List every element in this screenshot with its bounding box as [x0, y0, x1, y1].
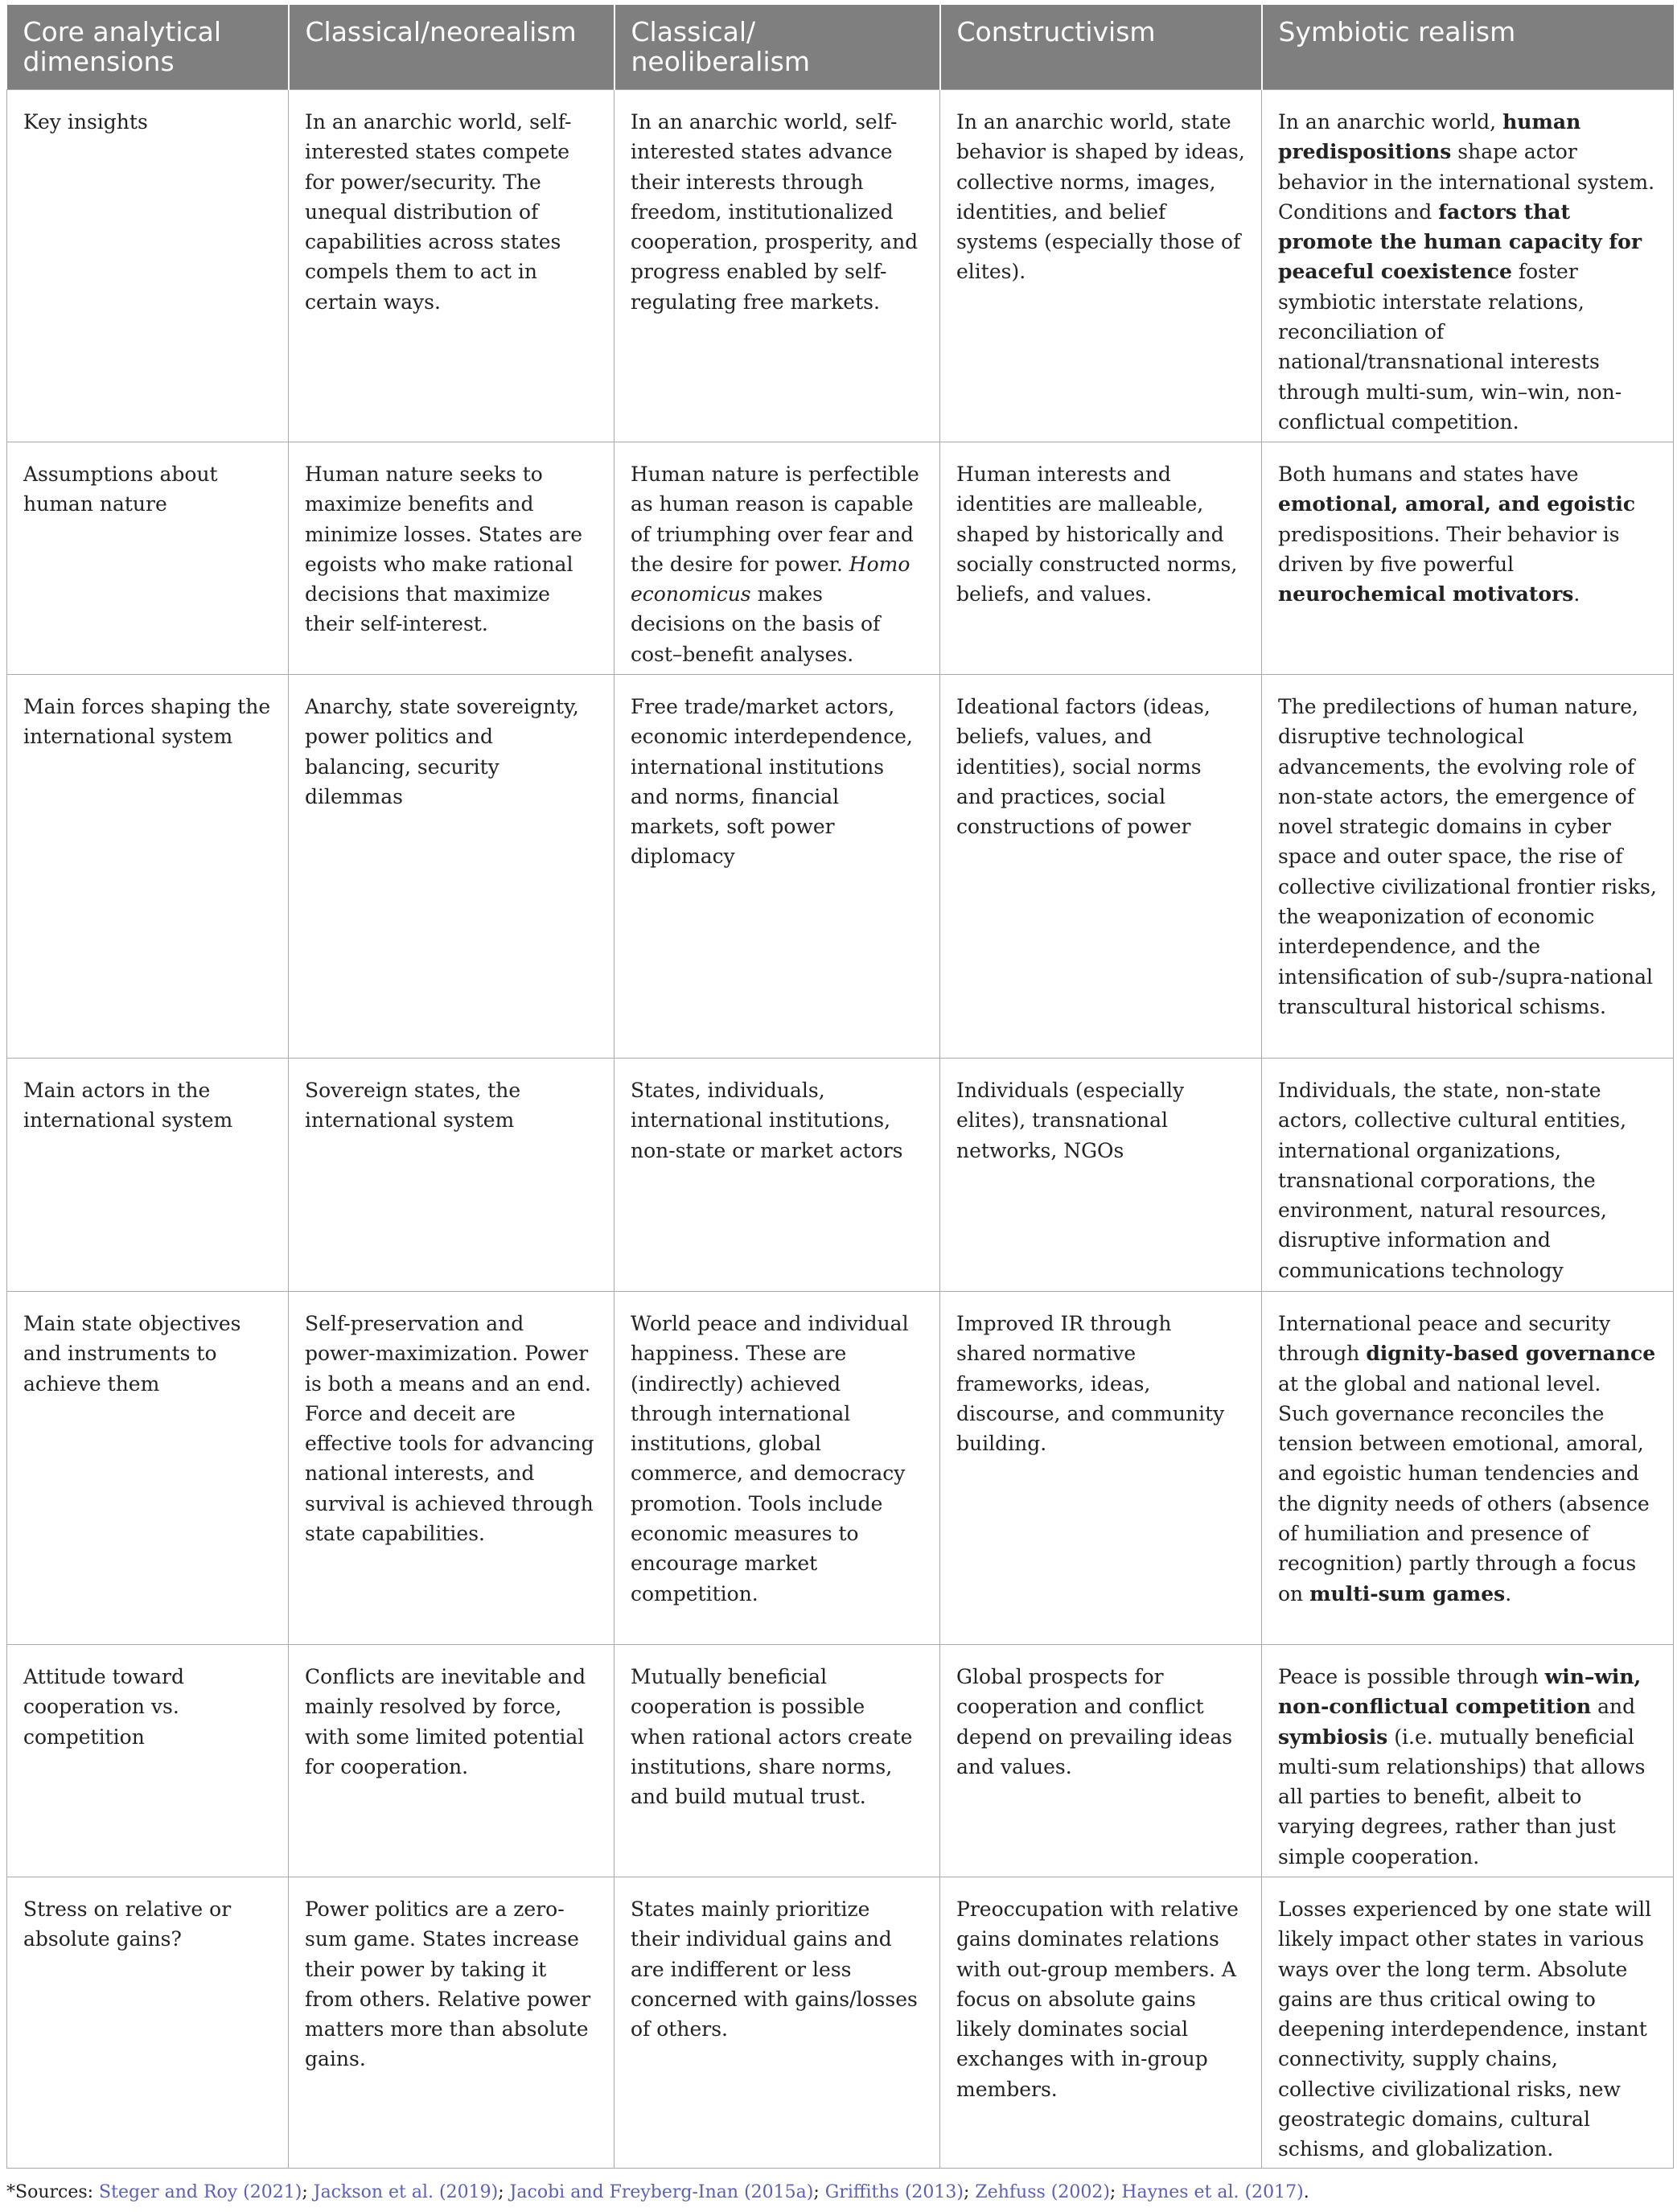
- cell-neorealism: Sovereign states, the international system: [289, 1059, 614, 1292]
- source-link[interactable]: Haynes et al. (2017): [1121, 2182, 1304, 2202]
- source-link[interactable]: Griffiths (2013): [824, 2182, 964, 2202]
- sources-footnote: *Sources: Steger and Roy (2021); Jackson et al. (2019); Jacobi and Freyberg-Inan (2015a); Griffiths (2013); Zehfuss (2002); Haynes et al. (2017).: [6, 2182, 1309, 2202]
- table-row: [7, 90, 1674, 442]
- source-link[interactable]: Steger and Roy (2021): [99, 2182, 302, 2202]
- cell-neorealism: Anarchy, state sovereignty, power politics and balancing, security dilemmas: [289, 675, 614, 1059]
- cell-constructivism: Global prospects for cooperation and conflict depend on prevailing ideas and values.: [940, 1645, 1262, 1877]
- cell-symbiotic: Both humans and states have emotional, amoral, and egoistic predispositions. Their behavior is driven by five powerful neurochemical motivators.: [1262, 442, 1674, 675]
- cell-neoliberalism: In an anarchic world, self-interested states advance their interests through freedom, institutionalized cooperation, prosperity, and progress enabled by self-regulating free markets.: [614, 90, 940, 442]
- cell-neoliberalism: States, individuals, international institutions, non-state or market actors: [614, 1059, 940, 1292]
- cell-neoliberalism: States mainly prioritize their individual gains and are indifferent or less concerned with gains/losses of others.: [614, 1877, 940, 2169]
- cell-neorealism: Human nature seeks to maximize benefits and minimize losses. States are egoists who make rational decisions that maximize their self-interest.: [289, 442, 614, 675]
- source-link[interactable]: Jackson et al. (2019): [313, 2182, 499, 2202]
- comparison-table-container: [6, 5, 1673, 2169]
- cell-constructivism: Individuals (especially elites), transnational networks, NGOs: [940, 1059, 1262, 1292]
- cell-dimension: Main actors in the international system: [7, 1059, 289, 1292]
- cell-symbiotic: Individuals, the state, non-state actors, collective cultural entities, international organizations, transnational corporations, the environment, natural resources, disruptive information and communications technology: [1262, 1059, 1674, 1292]
- cell-neoliberalism: Mutually beneficial cooperation is possible when rational actors create institutions, share norms, and build mutual trust.: [614, 1645, 940, 1877]
- table-row: [7, 1059, 1674, 1292]
- table-row: [7, 1645, 1674, 1877]
- header-dimensions: Core analytical dimensions: [7, 5, 289, 90]
- cell-symbiotic: Losses experienced by one state will likely impact other states in various ways over the long term. Absolute gains are thus critical owing to deepening interdependence, instant connectivity, supply chains, collective civilizational risks, new geostrategic domains, cultural schisms, and globalization.: [1262, 1877, 1674, 2169]
- cell-symbiotic: The predilections of human nature, disruptive technological advancements, the evolving role of non-state actors, the emergence of novel strategic domains in cyber space and outer space, the rise of collective civilizational frontier risks, the weaponization of economic interdependence, and the intensification of sub-/supra-national transcultural historical schisms.: [1262, 675, 1674, 1059]
- cell-constructivism: Preoccupation with relative gains dominates relations with out-group members. A focus on absolute gains likely dominates social exchanges with in-group members.: [940, 1877, 1262, 2169]
- table-row: [7, 675, 1674, 1059]
- footnote-prefix: *Sources:: [6, 2182, 100, 2202]
- cell-neorealism: Conflicts are inevitable and mainly resolved by force, with some limited potential for cooperation.: [289, 1645, 614, 1877]
- table-header-row: [7, 5, 1674, 90]
- header-constructivism: Constructivism: [940, 5, 1262, 90]
- cell-dimension: Key insights: [7, 90, 289, 442]
- cell-dimension: Assumptions about human nature: [7, 442, 289, 675]
- cell-dimension: Main state objectives and instruments to achieve them: [7, 1292, 289, 1645]
- header-neoliberalism: Classical/ neoliberalism: [614, 5, 940, 90]
- table-row: [7, 442, 1674, 675]
- cell-neorealism: Self-preservation and power-maximization. Power is both a means and an end. Force and deceit are effective tools for advancing national interests, and survival is achieved through state capabilities.: [289, 1292, 614, 1645]
- cell-dimension: Attitude toward cooperation vs. competition: [7, 1645, 289, 1877]
- cell-neorealism: In an anarchic world, self-interested states compete for power/security. The unequal distribution of capabilities across states compels them to act in certain ways.: [289, 90, 614, 442]
- cell-symbiotic: Peace is possible through win–win, non-conflictual competition and symbiosis (i.e. mutually beneficial multi-sum relationships) that allows all parties to benefit, albeit to varying degrees, rather than just simple cooperation.: [1262, 1645, 1674, 1877]
- header-symbiotic-realism: Symbiotic realism: [1262, 5, 1674, 90]
- cell-neoliberalism: Human nature is perfectible as human reason is capable of triumphing over fear and the desire for power. Homo economicus makes decisions on the basis of cost–benefit analyses.: [614, 442, 940, 675]
- cell-constructivism: Improved IR through shared normative frameworks, ideas, discourse, and community building.: [940, 1292, 1262, 1645]
- cell-symbiotic: International peace and security through dignity-based governance at the global and national level. Such governance reconciles the tension between emotional, amoral, and egoistic human tendencies and the dignity needs of others (absence of humiliation and presence of recognition) partly through a focus on multi-sum games.: [1262, 1292, 1674, 1645]
- cell-dimension: Main forces shaping the international system: [7, 675, 289, 1059]
- source-link[interactable]: Zehfuss (2002): [975, 2182, 1110, 2202]
- cell-dimension: Stress on relative or absolute gains?: [7, 1877, 289, 2169]
- table-row: [7, 1292, 1674, 1645]
- cell-neorealism: Power politics are a zero-sum game. States increase their power by taking it from others. Relative power matters more than absolute gains.: [289, 1877, 614, 2169]
- ir-theories-comparison-table: [6, 5, 1674, 2169]
- header-neorealism: Classical/neorealism: [289, 5, 614, 90]
- cell-symbiotic: In an anarchic world, human predispositions shape actor behavior in the international system. Conditions and factors that promote the human capacity for peaceful coexistence foster symbiotic interstate relations, reconciliation of national/transnational interests through multi-sum, win–win, non-conflictual competition.: [1262, 90, 1674, 442]
- cell-constructivism: Human interests and identities are malleable, shaped by historically and socially constructed norms, beliefs, and values.: [940, 442, 1262, 675]
- source-link[interactable]: Jacobi and Freyberg-Inan (2015a): [509, 2182, 814, 2202]
- cell-neoliberalism: Free trade/market actors, economic interdependence, international institutions and norms, financial markets, soft power diplomacy: [614, 675, 940, 1059]
- table-row: [7, 1877, 1674, 2169]
- cell-constructivism: Ideational factors (ideas, beliefs, values, and identities), social norms and practices, social constructions of power: [940, 675, 1262, 1059]
- cell-neoliberalism: World peace and individual happiness. These are (indirectly) achieved through international institutions, global commerce, and democracy promotion. Tools include economic measures to encourage market competition.: [614, 1292, 940, 1645]
- cell-constructivism: In an anarchic world, state behavior is shaped by ideas, collective norms, images, identities, and belief systems (especially those of elites).: [940, 90, 1262, 442]
